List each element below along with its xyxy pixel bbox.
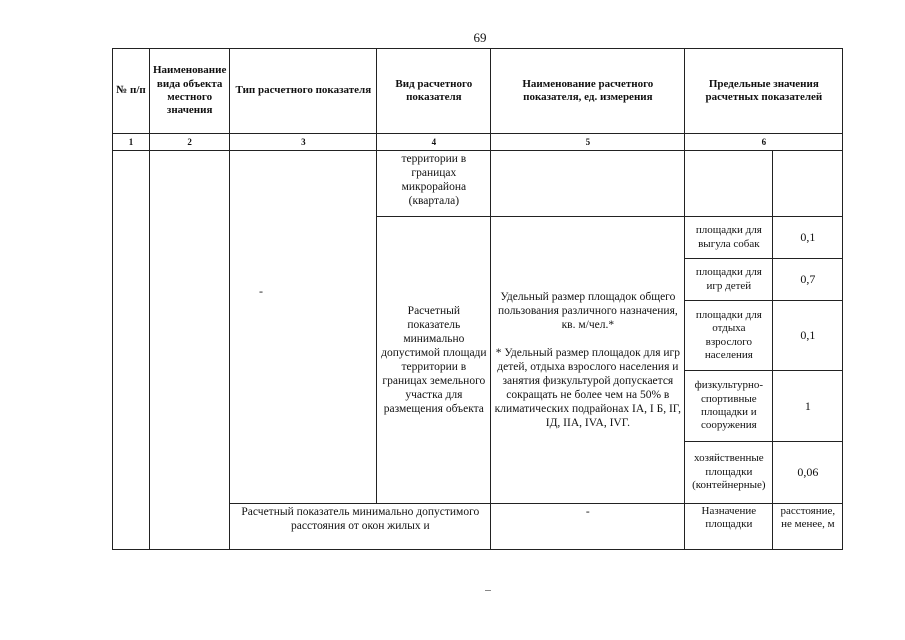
paragraph-spacer bbox=[494, 332, 681, 346]
item-name-adults: площадки для отдыха взрослого населения bbox=[685, 301, 773, 371]
table-header-row bbox=[113, 49, 843, 134]
cell-type-mark: - bbox=[259, 284, 263, 298]
column-number: 6 bbox=[685, 134, 843, 151]
specific-area-main-text: Удельный размер площадок общего пользования различного назначения, кв. м/чел.* bbox=[497, 290, 678, 331]
standards-table bbox=[112, 48, 843, 550]
cell-distance-header: расстояние, не менее, м bbox=[773, 504, 843, 550]
cell-distance-name: - bbox=[491, 504, 685, 550]
cell-min-area-indicator: Расчетный показатель минимально допустимой площади территории в границах земельного участка для размещения объекта bbox=[377, 217, 491, 504]
page-number: 69 bbox=[473, 30, 487, 45]
header-indicator-kind: Вид расчетного показателя bbox=[377, 49, 491, 134]
cell-min-distance-indicator: Расчетный показатель минимально допустимого расстояния от окон жилых и bbox=[230, 504, 491, 550]
item-name-dogs: площадки для выгула собак bbox=[685, 217, 773, 259]
item-name-utility: хозяйственные площадки (контейнерные) bbox=[685, 442, 773, 504]
cell-value-empty bbox=[773, 151, 843, 217]
column-number: 1 bbox=[113, 134, 150, 151]
column-number: 4 bbox=[377, 134, 491, 151]
cell-type-empty bbox=[230, 151, 377, 504]
column-number: 3 bbox=[230, 134, 377, 151]
specific-area-footnote: * Удельный размер площадок для игр детей, отдыха взрослого населения и занятия физкультурой допускается сокращать не более чем на 50% в климатических подрайонах IA, I Б, IГ, IД, IIA, IVA, IVГ. bbox=[494, 346, 682, 430]
column-number: 5 bbox=[491, 134, 685, 151]
cell-name-empty bbox=[491, 151, 685, 217]
cell-limit-empty bbox=[685, 151, 773, 217]
header-number: № п/п bbox=[113, 49, 150, 134]
column-number-row bbox=[113, 134, 843, 151]
cell-territory-continuation: территории в границах микрорайона (квартала) bbox=[377, 151, 491, 217]
header-object-name: Наименование вида объекта местного значения bbox=[150, 49, 230, 134]
header-indicator-type: Тип расчетного показателя bbox=[230, 49, 377, 134]
table-row-continuation bbox=[113, 151, 843, 217]
header-limit-values: Предельные значения расчетных показателей bbox=[685, 49, 843, 134]
item-value-children: 0,7 bbox=[773, 259, 843, 301]
cell-number-empty bbox=[113, 151, 150, 550]
item-value-sports: 1 bbox=[773, 371, 843, 442]
item-name-sports: физкультурно-спортивные площадки и сооружения bbox=[685, 371, 773, 442]
item-value-dogs: 0,1 bbox=[773, 217, 843, 259]
cell-purpose-header: Назначение площадки bbox=[685, 504, 773, 550]
page-footer-mark bbox=[485, 590, 491, 591]
header-indicator-name: Наименование расчетного показателя, ед. измерения bbox=[491, 49, 685, 134]
item-value-utility: 0,06 bbox=[773, 442, 843, 504]
item-value-adults: 0,1 bbox=[773, 301, 843, 371]
cell-specific-area-name bbox=[491, 217, 685, 504]
item-name-children: площадки для игр детей bbox=[685, 259, 773, 301]
column-number: 2 bbox=[150, 134, 230, 151]
cell-object-empty bbox=[150, 151, 230, 550]
